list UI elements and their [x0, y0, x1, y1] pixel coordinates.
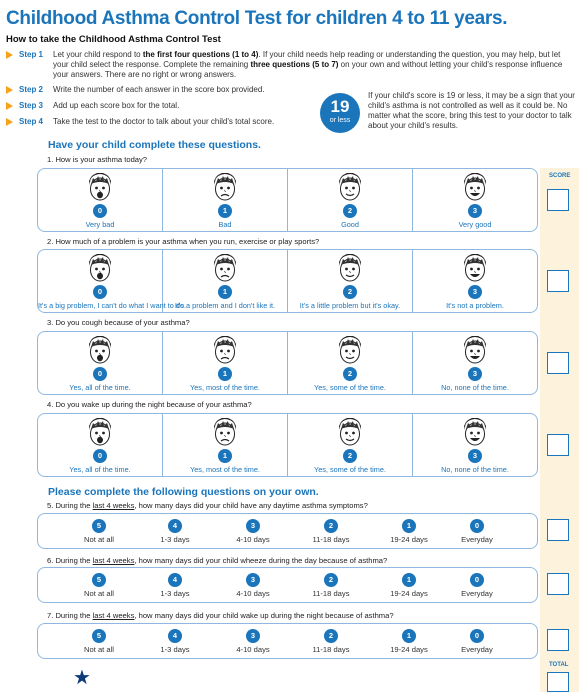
score-box-2[interactable] — [547, 270, 569, 292]
answer-option[interactable] — [291, 624, 371, 658]
score-value: 1 — [218, 367, 232, 381]
score-value: 0 — [470, 519, 484, 533]
score-threshold-badge — [320, 93, 360, 133]
question-4-text: 4. Do you wake up during the night because of your asthma? — [47, 400, 252, 409]
question-5-options — [37, 513, 538, 549]
answer-label: Yes, some of the time. — [314, 465, 386, 474]
child-face-icon — [212, 172, 238, 202]
score-value: 2 — [324, 519, 338, 533]
answer-label: Yes, most of the time. — [190, 383, 260, 392]
question-1-text: 1. How is your asthma today? — [47, 155, 148, 164]
question-3-options — [37, 331, 538, 395]
child-face-icon — [87, 417, 113, 447]
answer-option[interactable] — [437, 568, 517, 602]
score-value: 3 — [468, 285, 482, 299]
step-2 — [6, 85, 265, 95]
score-value: 2 — [343, 204, 357, 218]
answer-option[interactable] — [38, 250, 186, 312]
answer-option[interactable] — [213, 624, 293, 658]
answer-label: Yes, some of the time. — [314, 383, 386, 392]
score-value: 1 — [218, 204, 232, 218]
question-2-options — [37, 249, 538, 313]
star-icon: ★ — [73, 667, 91, 689]
answer-option[interactable] — [288, 250, 413, 312]
score-value: 4 — [168, 629, 182, 643]
score-value: 1 — [218, 449, 232, 463]
answer-option[interactable] — [437, 514, 517, 548]
score-value: 4 — [168, 519, 182, 533]
answer-option[interactable] — [59, 514, 139, 548]
step-label: Step 4 — [19, 117, 44, 126]
answer-label: Very bad — [85, 220, 115, 229]
score-value: 1 — [402, 573, 416, 587]
total-score-box[interactable] — [547, 672, 569, 692]
answer-option[interactable] — [291, 568, 371, 602]
score-value: 5 — [92, 629, 106, 643]
step-text: Let your child respond to the first four questions (1 to 4). If your child needs help reading or understanding the question, you may help, but let your child select the response. Complete the remaining three questions (5 to 7) on your own and without letting your child's response influence your answers. There are no right or wrong answers. — [53, 50, 563, 79]
answer-label: Everyday — [461, 535, 493, 544]
child-face-icon — [462, 172, 488, 202]
child-face-icon — [212, 253, 238, 283]
answer-label: Yes, most of the time. — [190, 465, 260, 474]
score-value: 4 — [168, 573, 182, 587]
score-column-title: SCORE — [549, 173, 571, 179]
answer-option[interactable] — [135, 568, 215, 602]
answer-label: Everyday — [461, 645, 493, 654]
answer-label: It's not a problem. — [446, 301, 504, 310]
answer-option[interactable] — [413, 169, 537, 231]
score-value: 3 — [246, 629, 260, 643]
step-label: Step 1 — [19, 50, 44, 59]
score-box-1[interactable] — [547, 189, 569, 211]
score-value: 3 — [468, 367, 482, 381]
answer-label: Not at all — [84, 535, 114, 544]
threshold-caption: or less — [329, 117, 351, 124]
answer-label: Very good — [458, 220, 492, 229]
answer-label: It's a little problem but it's okay. — [299, 301, 401, 310]
arrow-icon — [6, 86, 13, 94]
score-value: 3 — [468, 204, 482, 218]
threshold-number: 19 — [330, 97, 350, 116]
total-title: TOTAL — [549, 662, 569, 668]
threshold-explanation: If your child's score is 19 or less, it may be a sign that your child's asthma is not controlled as well as it could be. No matter what the score, bring this test to your doctor to talk about your child's results. — [368, 91, 575, 130]
answer-label: 4-10 days — [236, 535, 270, 544]
question-7-text: 7. During the last 4 weeks, how many days did your child wake up during the night because of asthma? — [47, 611, 394, 620]
child-face-icon — [337, 172, 363, 202]
score-value: 2 — [324, 573, 338, 587]
score-value: 0 — [93, 367, 107, 381]
answer-option[interactable] — [163, 250, 288, 312]
answer-option[interactable] — [413, 250, 537, 312]
parent-section-heading: Please complete the following questions on your own. — [48, 486, 319, 498]
answer-label: 11-18 days — [312, 645, 350, 654]
answer-label: Yes, all of the time. — [69, 383, 131, 392]
child-face-icon — [337, 335, 363, 365]
answer-option[interactable] — [213, 568, 293, 602]
answer-option[interactable] — [213, 514, 293, 548]
step-3 — [6, 101, 179, 111]
score-box-5[interactable] — [547, 519, 569, 541]
answer-option[interactable] — [288, 169, 413, 231]
score-value: 2 — [343, 367, 357, 381]
answer-option[interactable] — [38, 169, 163, 231]
answer-option[interactable] — [38, 414, 163, 476]
step-text: Take the test to the doctor to talk about your child's total score. — [53, 117, 275, 126]
answer-option[interactable] — [288, 414, 413, 476]
question-5-text: 5. During the last 4 weeks, how many days did your child have any daytime asthma symptoms? — [47, 501, 368, 510]
score-value: 3 — [246, 519, 260, 533]
score-value: 2 — [343, 449, 357, 463]
score-box-7[interactable] — [547, 629, 569, 651]
answer-option[interactable] — [163, 332, 288, 394]
child-face-icon — [212, 335, 238, 365]
child-face-icon — [87, 172, 113, 202]
answer-label: 11-18 days — [312, 589, 350, 598]
score-value: 0 — [93, 204, 107, 218]
child-face-icon — [212, 417, 238, 447]
answer-label: It's a big problem, I can't do what I want to do. — [38, 301, 186, 310]
child-face-icon — [337, 417, 363, 447]
score-value: 1 — [218, 285, 232, 299]
arrow-icon — [6, 51, 13, 59]
answer-label: 19-24 days — [390, 535, 428, 544]
answer-label: 1-3 days — [160, 645, 190, 654]
answer-label: No, none of the time. — [441, 465, 509, 474]
answer-label: 1-3 days — [160, 589, 190, 598]
child-face-icon — [337, 253, 363, 283]
score-value: 0 — [93, 449, 107, 463]
answer-label: 19-24 days — [390, 589, 428, 598]
score-value: 1 — [402, 519, 416, 533]
child-face-icon — [462, 417, 488, 447]
answer-option[interactable] — [135, 624, 215, 658]
arrow-icon — [6, 118, 13, 126]
answer-option[interactable] — [38, 332, 163, 394]
question-6-options — [37, 567, 538, 603]
answer-label: No, none of the time. — [441, 383, 509, 392]
child-section-heading: Have your child complete these questions. — [48, 139, 261, 151]
answer-label: 19-24 days — [390, 645, 428, 654]
score-box-6[interactable] — [547, 573, 569, 595]
score-value: 5 — [92, 573, 106, 587]
answer-option[interactable] — [413, 332, 537, 394]
page-title: Childhood Asthma Control Test for children 4 to 11 years. — [6, 8, 508, 29]
answer-label: Not at all — [84, 645, 114, 654]
score-value: 2 — [324, 629, 338, 643]
answer-option[interactable] — [163, 414, 288, 476]
score-value: 3 — [468, 449, 482, 463]
question-6-text: 6. During the last 4 weeks, how many days did your child wheeze during the day because of asthma? — [47, 556, 388, 565]
score-value: 2 — [343, 285, 357, 299]
answer-label: 4-10 days — [236, 589, 270, 598]
question-2-text: 2. How much of a problem is your asthma when you run, exercise or play sports? — [47, 237, 320, 246]
score-column — [540, 168, 579, 692]
step-label: Step 2 — [19, 85, 44, 94]
answer-label: It's a problem and I don't like it. — [174, 301, 276, 310]
answer-label: 11-18 days — [312, 535, 350, 544]
question-3-text: 3. Do you cough because of your asthma? — [47, 318, 190, 327]
answer-option[interactable] — [413, 414, 537, 476]
instructions-heading: How to take the Childhood Asthma Control Test — [6, 34, 221, 45]
score-box-3[interactable] — [547, 352, 569, 374]
answer-option[interactable] — [437, 624, 517, 658]
answer-option[interactable] — [163, 169, 288, 231]
answer-label: 1-3 days — [160, 535, 190, 544]
answer-option[interactable] — [288, 332, 413, 394]
answer-option[interactable] — [135, 514, 215, 548]
answer-label: Not at all — [84, 589, 114, 598]
step-text: Add up each score box for the total. — [53, 101, 180, 110]
question-1-options — [37, 168, 538, 232]
answer-option[interactable] — [59, 568, 139, 602]
score-value: 5 — [92, 519, 106, 533]
step-label: Step 3 — [19, 101, 44, 110]
score-value: 0 — [470, 629, 484, 643]
answer-label: Bad — [218, 220, 232, 229]
answer-option[interactable] — [291, 514, 371, 548]
score-value: 1 — [402, 629, 416, 643]
score-value: 0 — [470, 573, 484, 587]
answer-option[interactable] — [59, 624, 139, 658]
arrow-icon — [6, 102, 13, 110]
answer-label: Everyday — [461, 589, 493, 598]
child-face-icon — [462, 335, 488, 365]
answer-label: Good — [341, 220, 359, 229]
child-face-icon — [87, 253, 113, 283]
child-face-icon — [87, 335, 113, 365]
question-7-options — [37, 623, 538, 659]
question-4-options — [37, 413, 538, 477]
child-face-icon — [462, 253, 488, 283]
score-box-4[interactable] — [547, 434, 569, 456]
score-value: 0 — [93, 285, 107, 299]
step-4 — [6, 117, 274, 127]
score-value: 3 — [246, 573, 260, 587]
step-1 — [6, 50, 576, 80]
step-text: Write the number of each answer in the score box provided. — [53, 85, 265, 94]
answer-label: Yes, all of the time. — [69, 465, 131, 474]
answer-label: 4-10 days — [236, 645, 270, 654]
